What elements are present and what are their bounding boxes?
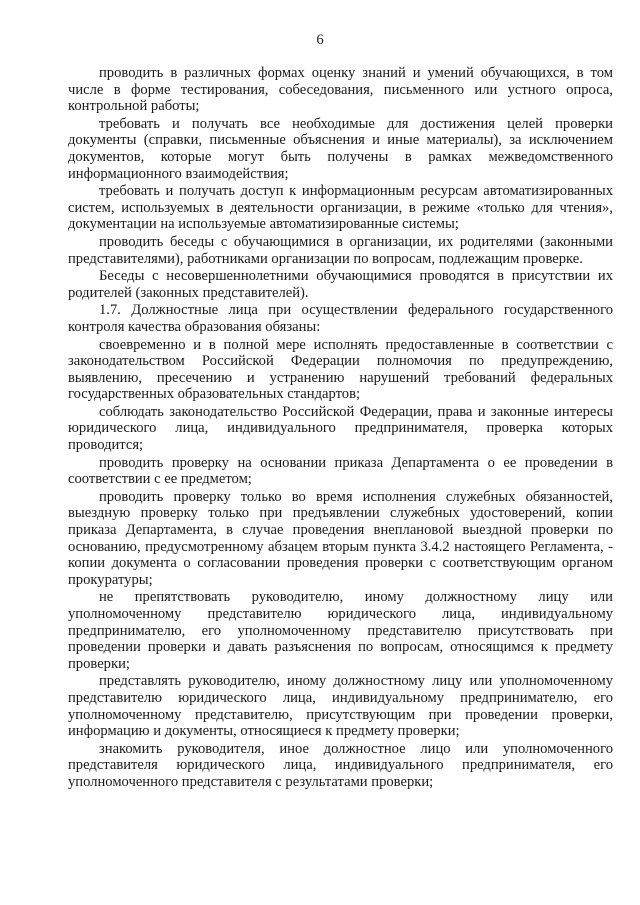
paragraph: проводить в различных формах оценку знаний и умений обучающихся, в том числе в форме тестирования, собеседования, письменного или устного опроса, контрольной работы; — [68, 65, 613, 115]
paragraph: Беседы с несовершеннолетними обучающимися проводятся в присутствии их родителей (законных представителей). — [68, 268, 613, 301]
paragraph: представлять руководителю, иному должностному лицу или уполномоченному представителю юридического лица, индивидуальному предпринимателю, его уполномоченному представителю, присутствующим при проведении проверки, информацию и документы, относящиеся к предмету проверки; — [68, 673, 613, 740]
document-body — [68, 65, 613, 792]
paragraph: требовать и получать все необходимые для достижения целей проверки документы (справки, письменные объяснения и иные материалы), за исключением документов, которые могут быть получены в рамках межведомственного информационного взаимодействия; — [68, 115, 613, 182]
paragraph: проводить проверку на основании приказа Департамента о ее проведении в соответствии с ее предметом; — [68, 454, 613, 488]
page-number: 6 — [316, 32, 324, 48]
paragraph: проводить беседы с обучающимися в организации, их родителями (законными представителями), работниками организации по вопросам, подлежащим проверке. — [68, 233, 613, 267]
paragraph: требовать и получать доступ к информационным ресурсам автоматизированных систем, используемых в деятельности организации, в режиме «только для чтения», документации на используемые автоматизированные системы; — [68, 183, 613, 233]
paragraph: знакомить руководителя, иное должностное лицо или уполномоченного представителя юридического лица, индивидуального предпринимателя, его уполномоченного представителя с результатами проверки; — [68, 740, 613, 790]
paragraph: своевременно и в полной мере исполнять предоставленные в соответствии с законодательством Российской Федерации полномочия по предупреждению, выявлению, пресечению и устранению нарушений требований федеральных государственных образовательных стандартов; — [68, 336, 613, 403]
section-heading-paragraph: 1.7. Должностные лица при осуществлении федерального государственного контроля качества образования обязаны: — [68, 302, 613, 335]
paragraph: соблюдать законодательство Российской Федерации, права и законные интересы юридического лица, индивидуального предпринимателя, проверка которых проводится; — [68, 403, 613, 454]
paragraph: проводить проверку только во время исполнения служебных обязанностей, выездную проверку только при предъявлении служебных удостоверений, копии приказа Департамента, в случае проведения внеплановой выездной проверки по основанию, предусмотренному абзацем вторым пункта 3.4.2 настоящего Регламента, - копии документа о согласовании проведения проверки с соответствующим органом прокуратуры; — [68, 488, 613, 588]
paragraph: не препятствовать руководителю, иному должностному лицу или уполномоченному представителю юридического лица, индивидуальному предпринимателю, его уполномоченному представителю присутствовать при проведении проверки и давать разъяснения по вопросам, относящимся к предмету проверки; — [68, 589, 613, 672]
